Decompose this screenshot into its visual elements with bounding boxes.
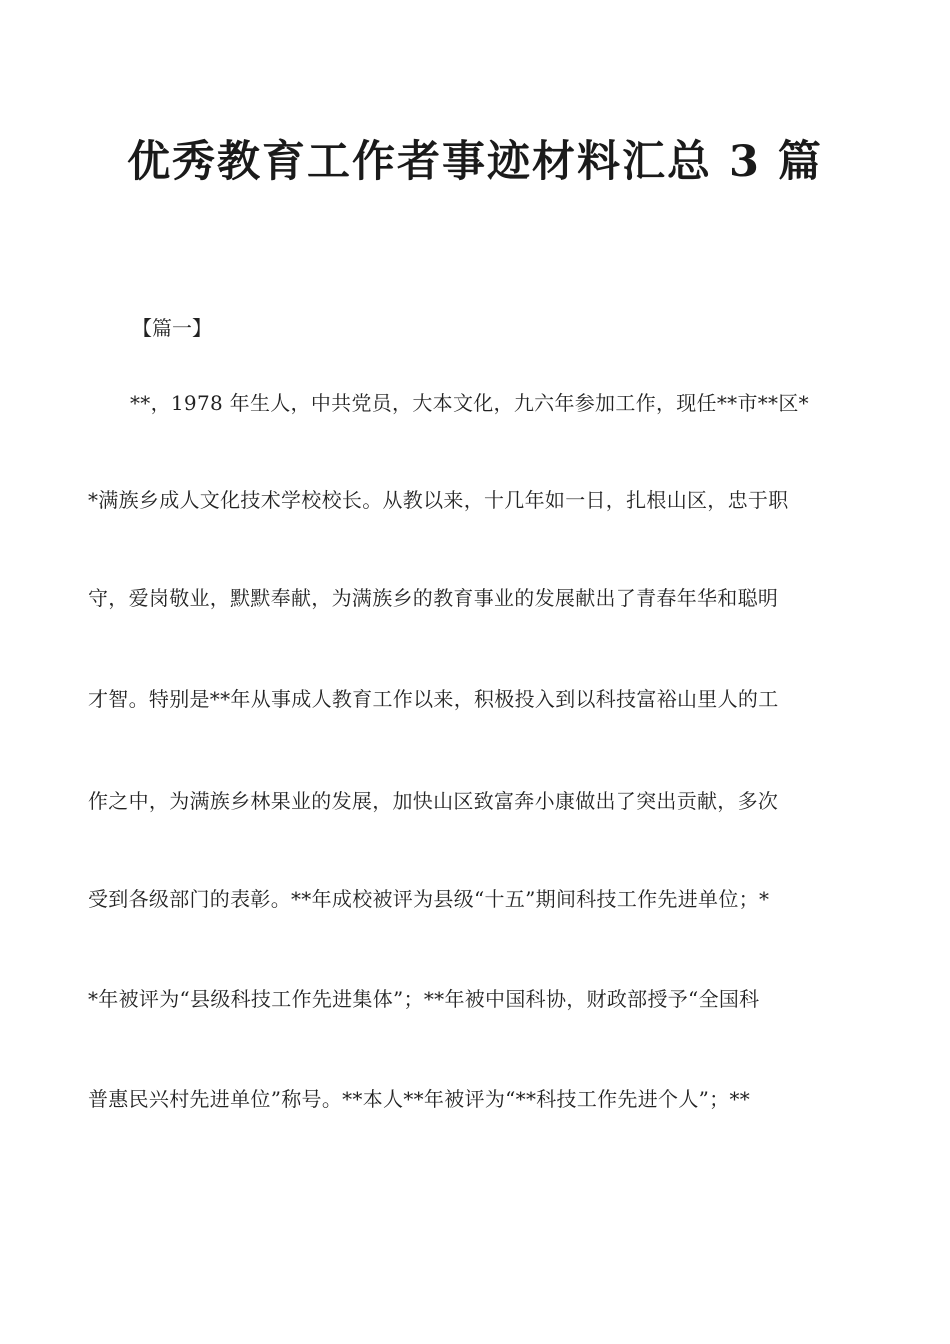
paragraph-line: 守，爱岗敬业，默默奉献，为满族乡的教育事业的发展献出了青春年华和聪明 (88, 586, 779, 610)
paragraph-line: 才智。特别是**年从事成人教育工作以来，积极投入到以科技富裕山里人的工 (88, 687, 779, 711)
paragraph-line: *年被评为“县级科技工作先进集体”；**年被中国科协，财政部授予“全国科 (88, 987, 760, 1011)
paragraph-line: 作之中，为满族乡林果业的发展，加快山区致富奔小康做出了突出贡献，多次 (88, 789, 779, 813)
paragraph-line: 普惠民兴村先进单位”称号。**本人**年被评为“**科技工作先进个人”；** (88, 1087, 751, 1111)
document-title: 优秀教育工作者事迹材料汇总 3 篇 (127, 137, 823, 187)
paragraph-line: **，1978 年生人，中共党员，大本文化，九六年参加工作，现任**市**区* (130, 391, 809, 415)
paragraph-line: 受到各级部门的表彰。**年成校被评为县级“十五”期间科技工作先进单位；* (88, 887, 770, 911)
section-heading: 【篇一】 (132, 316, 212, 340)
paragraph-line: *满族乡成人文化技术学校校长。从教以来，十几年如一日，扎根山区，忠于职 (88, 488, 789, 512)
